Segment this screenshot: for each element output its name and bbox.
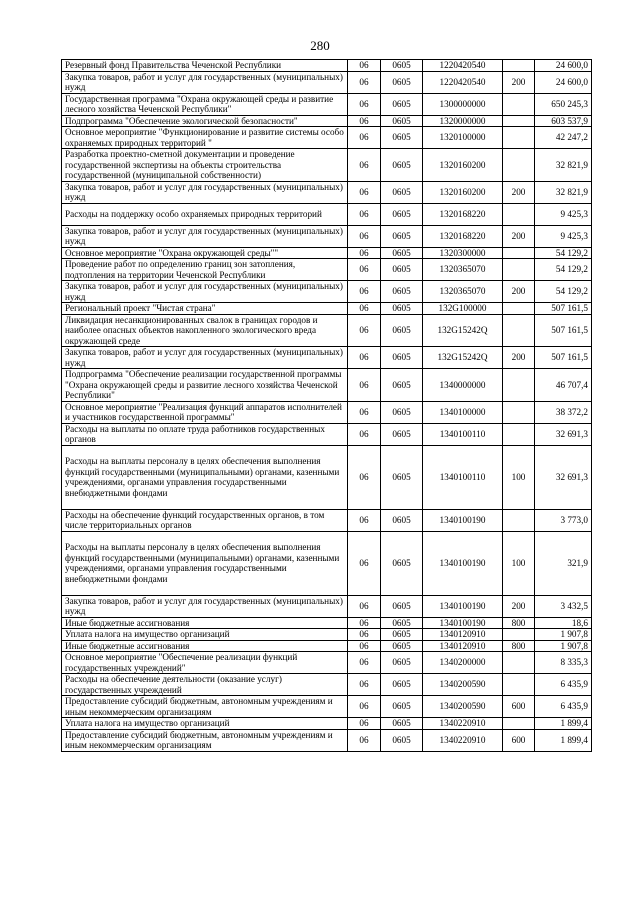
row-amount: 18,6 <box>535 617 592 629</box>
table-row <box>62 640 592 652</box>
row-expense-kind <box>503 369 535 402</box>
row-name: Государственная программа "Охрана окружающей среды и развитие лесного хозяйства Чеченской Республики" <box>62 93 348 115</box>
row-subsection: 0605 <box>381 259 423 281</box>
row-section: 06 <box>348 696 381 718</box>
row-section: 06 <box>348 640 381 652</box>
row-name: Основное мероприятие "Охрана окружающей среды"" <box>62 247 348 259</box>
row-expense-kind <box>503 149 535 182</box>
row-target-code: 1320365070 <box>423 281 503 303</box>
row-expense-kind <box>503 401 535 423</box>
row-expense-kind <box>503 247 535 259</box>
row-name: Закупка товаров, работ и услуг для государственных (муниципальных) нужд <box>62 181 348 203</box>
row-section: 06 <box>348 203 381 225</box>
row-subsection: 0605 <box>381 127 423 149</box>
row-amount: 54 129,2 <box>535 281 592 303</box>
row-amount: 32 821,9 <box>535 149 592 182</box>
row-name: Закупка товаров, работ и услуг для государственных (муниципальных) нужд <box>62 71 348 93</box>
row-name: Подпрограмма "Обеспечение реализации государственной программы "Охрана окружающей среды и развитие лесного хозяйства Чеченской Республики" <box>62 369 348 402</box>
row-amount: 321,9 <box>535 531 592 595</box>
row-subsection: 0605 <box>381 71 423 93</box>
row-section: 06 <box>348 127 381 149</box>
row-subsection: 0605 <box>381 314 423 347</box>
row-section: 06 <box>348 225 381 247</box>
row-expense-kind <box>503 303 535 315</box>
row-amount: 1 899,4 <box>535 718 592 730</box>
table-row <box>62 401 592 423</box>
row-expense-kind <box>503 314 535 347</box>
row-section: 06 <box>348 181 381 203</box>
row-section: 06 <box>348 595 381 617</box>
row-subsection: 0605 <box>381 115 423 127</box>
row-name: Иные бюджетные ассигнования <box>62 617 348 629</box>
row-subsection: 0605 <box>381 617 423 629</box>
row-expense-kind <box>503 509 535 531</box>
row-expense-kind <box>503 127 535 149</box>
row-expense-kind <box>503 423 535 445</box>
row-subsection: 0605 <box>381 718 423 730</box>
row-amount: 1 907,8 <box>535 629 592 641</box>
table-row <box>62 247 592 259</box>
row-section: 06 <box>348 617 381 629</box>
row-subsection: 0605 <box>381 629 423 641</box>
row-section: 06 <box>348 259 381 281</box>
row-expense-kind <box>503 629 535 641</box>
row-amount: 603 537,9 <box>535 115 592 127</box>
row-name: Расходы на выплаты по оплате труда работников государственных органов <box>62 423 348 445</box>
row-expense-kind: 200 <box>503 181 535 203</box>
row-section: 06 <box>348 115 381 127</box>
row-subsection: 0605 <box>381 203 423 225</box>
row-name: Закупка товаров, работ и услуг для государственных (муниципальных) нужд <box>62 347 348 369</box>
row-amount: 24 600,0 <box>535 71 592 93</box>
row-target-code: 1340100190 <box>423 617 503 629</box>
row-section: 06 <box>348 509 381 531</box>
row-subsection: 0605 <box>381 60 423 72</box>
row-expense-kind <box>503 674 535 696</box>
row-section: 06 <box>348 531 381 595</box>
row-target-code: 1220420540 <box>423 60 503 72</box>
row-section: 06 <box>348 674 381 696</box>
row-name: Основное мероприятие "Обеспечение реализации функций государственных учреждений" <box>62 652 348 674</box>
row-amount: 3 432,5 <box>535 595 592 617</box>
row-target-code: 1340200590 <box>423 674 503 696</box>
table-row <box>62 127 592 149</box>
row-section: 06 <box>348 629 381 641</box>
row-section: 06 <box>348 729 381 751</box>
table-row <box>62 629 592 641</box>
row-expense-kind: 200 <box>503 347 535 369</box>
row-section: 06 <box>348 401 381 423</box>
row-name: Резервный фонд Правительства Чеченской Республики <box>62 60 348 72</box>
row-target-code: 1320168220 <box>423 203 503 225</box>
table-row <box>62 203 592 225</box>
table-row <box>62 71 592 93</box>
row-expense-kind: 800 <box>503 640 535 652</box>
table-row <box>62 617 592 629</box>
table-row <box>62 729 592 751</box>
row-amount: 32 691,3 <box>535 445 592 509</box>
row-subsection: 0605 <box>381 509 423 531</box>
row-section: 06 <box>348 718 381 730</box>
row-subsection: 0605 <box>381 303 423 315</box>
row-expense-kind <box>503 60 535 72</box>
row-subsection: 0605 <box>381 531 423 595</box>
table-row <box>62 149 592 182</box>
row-amount: 42 247,2 <box>535 127 592 149</box>
row-amount: 1 907,8 <box>535 640 592 652</box>
row-name: Расходы на выплаты персоналу в целях обеспечения выполнения функций государственными (муниципальными) органами, казенными учреждениями, органами управления государственными внебюджетными фондами <box>62 531 348 595</box>
table-row <box>62 674 592 696</box>
row-target-code: 1320300000 <box>423 247 503 259</box>
row-section: 06 <box>348 60 381 72</box>
row-subsection: 0605 <box>381 369 423 402</box>
row-amount: 9 425,3 <box>535 203 592 225</box>
row-name: Расходы на обеспечение функций государственных органов, в том числе территориальных органов <box>62 509 348 531</box>
row-subsection: 0605 <box>381 247 423 259</box>
row-section: 06 <box>348 314 381 347</box>
table-row <box>62 314 592 347</box>
row-section: 06 <box>348 423 381 445</box>
row-amount: 54 129,2 <box>535 247 592 259</box>
row-target-code: 1320365070 <box>423 259 503 281</box>
row-name: Основное мероприятие "Реализация функций аппаратов исполнителей и участников государственной программы" <box>62 401 348 423</box>
row-target-code: 1340100110 <box>423 423 503 445</box>
table-row <box>62 595 592 617</box>
table-row <box>62 369 592 402</box>
row-subsection: 0605 <box>381 640 423 652</box>
row-subsection: 0605 <box>381 595 423 617</box>
page-number: 280 <box>310 38 330 53</box>
row-amount: 32 821,9 <box>535 181 592 203</box>
row-expense-kind <box>503 259 535 281</box>
row-name: Уплата налога на имущество организаций <box>62 718 348 730</box>
table-row <box>62 531 592 595</box>
row-amount: 32 691,3 <box>535 423 592 445</box>
row-amount: 9 425,3 <box>535 225 592 247</box>
row-target-code: 1340120910 <box>423 629 503 641</box>
table-row <box>62 259 592 281</box>
row-amount: 6 435,9 <box>535 696 592 718</box>
row-section: 06 <box>348 281 381 303</box>
row-section: 06 <box>348 71 381 93</box>
budget-table-body <box>62 60 592 752</box>
row-subsection: 0605 <box>381 423 423 445</box>
row-name: Проведение работ по определению границ зон затопления, подтопления на территории Чеченской Республики <box>62 259 348 281</box>
row-amount: 46 707,4 <box>535 369 592 402</box>
table-row <box>62 303 592 315</box>
row-name: Иные бюджетные ассигнования <box>62 640 348 652</box>
row-target-code: 1300000000 <box>423 93 503 115</box>
row-subsection: 0605 <box>381 93 423 115</box>
row-name: Уплата налога на имущество организаций <box>62 629 348 641</box>
row-section: 06 <box>348 303 381 315</box>
row-name: Основное мероприятие "Функционирование и развитие системы особо охраняемых природных территорий " <box>62 127 348 149</box>
budget-table <box>61 59 592 752</box>
row-section: 06 <box>348 93 381 115</box>
row-expense-kind: 100 <box>503 445 535 509</box>
row-expense-kind <box>503 115 535 127</box>
row-expense-kind <box>503 652 535 674</box>
row-expense-kind <box>503 93 535 115</box>
row-name: Расходы на поддержку особо охраняемых природных территорий <box>62 203 348 225</box>
table-row <box>62 60 592 72</box>
row-subsection: 0605 <box>381 225 423 247</box>
table-row <box>62 181 592 203</box>
row-expense-kind: 200 <box>503 281 535 303</box>
row-name: Подпрограмма "Обеспечение экологической безопасности" <box>62 115 348 127</box>
row-section: 06 <box>348 149 381 182</box>
row-target-code: 1320100000 <box>423 127 503 149</box>
row-target-code: 1340200590 <box>423 696 503 718</box>
row-amount: 507 161,5 <box>535 347 592 369</box>
row-target-code: 1340220910 <box>423 718 503 730</box>
row-subsection: 0605 <box>381 652 423 674</box>
row-target-code: 1340100000 <box>423 401 503 423</box>
row-amount: 507 161,5 <box>535 314 592 347</box>
row-expense-kind: 200 <box>503 225 535 247</box>
row-subsection: 0605 <box>381 401 423 423</box>
row-target-code: 132G100000 <box>423 303 503 315</box>
table-row <box>62 718 592 730</box>
row-target-code: 1340100190 <box>423 531 503 595</box>
row-target-code: 1340100190 <box>423 509 503 531</box>
table-row <box>62 225 592 247</box>
row-target-code: 1320000000 <box>423 115 503 127</box>
row-amount: 8 335,3 <box>535 652 592 674</box>
table-row <box>62 423 592 445</box>
row-subsection: 0605 <box>381 149 423 182</box>
row-amount: 3 773,0 <box>535 509 592 531</box>
row-name: Предоставление субсидий бюджетным, автономным учреждениям и иным некоммерческим организациям <box>62 696 348 718</box>
row-target-code: 1340220910 <box>423 729 503 751</box>
row-name: Разработка проектно-сметной документации и проведение государственной экспертизы на объекты строительства государственной (муниципальной собственности) <box>62 149 348 182</box>
row-target-code: 1340000000 <box>423 369 503 402</box>
row-amount: 24 600,0 <box>535 60 592 72</box>
row-subsection: 0605 <box>381 696 423 718</box>
table-row <box>62 93 592 115</box>
row-subsection: 0605 <box>381 347 423 369</box>
row-target-code: 1220420540 <box>423 71 503 93</box>
row-target-code: 1320160200 <box>423 149 503 182</box>
row-name: Закупка товаров, работ и услуг для государственных (муниципальных) нужд <box>62 225 348 247</box>
row-amount: 1 899,4 <box>535 729 592 751</box>
row-name: Расходы на обеспечение деятельности (оказание услуг) государственных учреждений <box>62 674 348 696</box>
row-name: Расходы на выплаты персоналу в целях обеспечения выполнения функций государственными (муниципальными) органами, казенными учреждениями, органами управления государственными внебюджетными фондами <box>62 445 348 509</box>
row-target-code: 1340120910 <box>423 640 503 652</box>
row-amount: 6 435,9 <box>535 674 592 696</box>
row-name: Региональный проект "Чистая страна" <box>62 303 348 315</box>
row-expense-kind <box>503 203 535 225</box>
table-row <box>62 347 592 369</box>
row-name: Ликвидация несанкционированных свалок в границах городов и наиболее опасных объектов накопленного экологического вреда окружающей среде <box>62 314 348 347</box>
row-subsection: 0605 <box>381 181 423 203</box>
row-name: Закупка товаров, работ и услуг для государственных (муниципальных) нужд <box>62 595 348 617</box>
row-target-code: 132G15242Q <box>423 347 503 369</box>
row-target-code: 1340100190 <box>423 595 503 617</box>
row-section: 06 <box>348 445 381 509</box>
row-name: Закупка товаров, работ и услуг для государственных (муниципальных) нужд <box>62 281 348 303</box>
table-row <box>62 281 592 303</box>
row-section: 06 <box>348 347 381 369</box>
row-subsection: 0605 <box>381 445 423 509</box>
row-section: 06 <box>348 247 381 259</box>
row-expense-kind: 200 <box>503 71 535 93</box>
row-expense-kind: 200 <box>503 595 535 617</box>
row-expense-kind: 600 <box>503 729 535 751</box>
table-row <box>62 652 592 674</box>
row-expense-kind: 100 <box>503 531 535 595</box>
table-row <box>62 445 592 509</box>
row-amount: 650 245,3 <box>535 93 592 115</box>
row-target-code: 1320160200 <box>423 181 503 203</box>
table-row <box>62 115 592 127</box>
row-section: 06 <box>348 369 381 402</box>
row-target-code: 1340100110 <box>423 445 503 509</box>
row-subsection: 0605 <box>381 674 423 696</box>
table-row <box>62 509 592 531</box>
row-expense-kind: 600 <box>503 696 535 718</box>
row-target-code: 132G15242Q <box>423 314 503 347</box>
row-target-code: 1340200000 <box>423 652 503 674</box>
row-amount: 38 372,2 <box>535 401 592 423</box>
row-amount: 54 129,2 <box>535 259 592 281</box>
row-expense-kind: 800 <box>503 617 535 629</box>
row-name: Предоставление субсидий бюджетным, автономным учреждениям и иным некоммерческим организациям <box>62 729 348 751</box>
table-row <box>62 696 592 718</box>
row-expense-kind <box>503 718 535 730</box>
row-subsection: 0605 <box>381 281 423 303</box>
row-section: 06 <box>348 652 381 674</box>
row-amount: 507 161,5 <box>535 303 592 315</box>
row-subsection: 0605 <box>381 729 423 751</box>
row-target-code: 1320168220 <box>423 225 503 247</box>
